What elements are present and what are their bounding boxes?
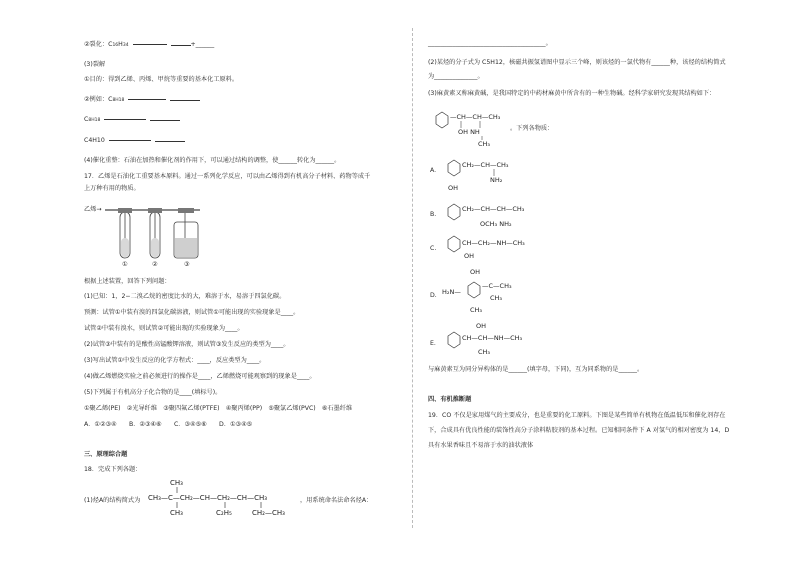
svg-text:CH—CH₂—NH—CH₃: CH—CH₂—NH—CH₃ [462,239,525,247]
svg-text:OH: OH [448,184,459,192]
option-a-label: A. [430,167,437,174]
section-4-heading: 四、有机推断题 [428,396,472,403]
reaction-arrow [133,44,167,45]
tube-label-2: ② [152,261,158,268]
text: H [118,41,123,48]
blank [155,141,185,142]
crack-eq-2 [84,116,180,125]
q17-5-choices: A．①②③④ B．②③④⑥ C．③④⑤⑥ D．①③④⑤ [84,421,253,428]
catalytic-reforming: (4)催化重整：石油在加热和催化剂的作用下，可以通过结构的调整，使______转化为______。 [84,157,341,164]
sub: 34 [122,43,129,48]
text: ②裂化：C [84,41,113,48]
svg-text:OH: OH [470,268,481,276]
q18-1-pre: (1)烃A的结构简式为 [84,497,141,504]
svg-text:NH₂: NH₂ [490,176,503,184]
svg-text:CH₂—CH₃: CH₂—CH₃ [252,509,285,517]
svg-text:OH: OH [464,252,475,260]
q17-intro: 根据上述装置，回答下列问题： [84,278,171,285]
option-d-structure [440,266,550,320]
q17-line2: 上万种有用的物质。 [84,185,140,192]
svg-text:CH₂—CH—CH—CH₃: CH₂—CH—CH—CH₃ [462,205,525,213]
q18-1-post: ，用系统命名法命名烃A： [300,497,373,504]
section-3-heading: 三、原理综合题 [84,451,128,458]
q17-1: (1)已知：1，2−二溴乙烷的密度比水的大，难溶于水，易溶于四氯化碳。 [84,293,286,300]
q17-line1: 17．乙烯是石油化工重要基本原料。通过一系列化学反应，可以由乙烯得到有机高分子材料、药物等成千 [84,173,371,180]
q17-predict: 预测：试管①中装有溴的四氯化碳溶液，则试管①可能出现的实验现象是____。 [84,309,300,316]
svg-text:CH₃: CH₃ [170,509,183,517]
q18-3b: 。下列各物质： [510,125,554,132]
tube-label-1: ① [122,261,128,268]
q18: 18．完成下列各题： [84,466,142,473]
q17-2: (2)试管③中装有的是酸性高锰酸钾溶液，则试管③发生反应的类型为____。 [84,341,290,348]
svg-text:CH₂—CH—CH₃: CH₂—CH—CH₃ [462,161,509,169]
column-divider [412,28,413,528]
svg-text:OH NH: OH NH [458,128,480,136]
svg-text:—CH—CH—CH₃: —CH—CH—CH₃ [450,113,501,121]
sub: 8H18 [88,118,101,123]
text: ②例如：C [84,96,113,103]
reaction-arrow [109,140,151,141]
option-a-structure [440,152,540,194]
q18-3-answer: 与麻黄素互为同分异构体的是______(填字母，下同)，互为同系物的是______。 [428,366,644,373]
svg-text:CH₃: CH₃ [478,348,491,356]
answer-line: ______________________________________。 [428,40,552,47]
q19-line3: 具有水果香味且不易溶于水的油状液体 [428,442,534,449]
text: C4H10 [84,137,105,144]
svg-text:H₂N—: H₂N— [442,288,461,296]
svg-text:CH₃: CH₃ [490,294,503,302]
sub: 16 [112,43,119,48]
svg-text:CH₃: CH₃ [478,140,491,148]
svg-text:OCH₃ NH₂: OCH₃ NH₂ [480,220,512,228]
svg-text:OH: OH [476,322,487,330]
hydrocarbon-structure [148,478,298,524]
crack-eq-3 [84,137,185,145]
blank [170,100,200,101]
option-e-structure [440,320,560,360]
q17-3: (3)写出试管①中发生反应的化学方程式：____，反应类型为____。 [84,357,266,364]
blank [171,45,191,46]
q18-2b: 为______________。 [428,73,484,80]
ephedrine-structure [428,104,518,148]
crack-purpose: ①目的：得到乙烯、丙烯、甲烷等重要的基本化工原料。 [84,76,239,83]
text: +______ [190,41,215,48]
q19-line2: 下，合成具有优良性能的装饰性高分子涂料粘胶剂的基本过程。已知相同条件下 A 对氢气的相对密度为 14，D [428,427,730,434]
crack-eq-line [84,41,214,50]
q18-3: (3)麻黄素又称麻黄碱，是我国特定的中药材麻黄中所含有的一种生物碱。经科学家研究发现其结构如下： [428,90,716,97]
svg-text:CH₃—C—CH₂—CH—CH₂—CH—CH₃: CH₃—C—CH₂—CH—CH₂—CH—CH₃ [148,494,268,502]
option-b-structure [440,198,560,232]
crack-label: (3)裂解 [84,61,106,68]
option-c-label: C. [430,245,437,252]
apparatus-diagram [100,200,220,270]
text: C [84,116,89,123]
option-c-structure [440,234,560,260]
svg-text:CH₃: CH₃ [170,479,183,487]
q17-5-items: ①聚乙烯(PE) ②光导纤维 ③聚四氟乙烯(PTFE) ④聚丙烯(PP) ⑤聚氯乙烯(PVC) ⑥石墨纤维 [84,405,353,412]
q19-line1: 19．CO 不仅是家用煤气的主要成分，也是重要的化工原料。下图是某些简单有机物在低温低压和催化剂存在 [428,412,726,419]
svg-text:—C—CH₃: —C—CH₃ [482,282,512,290]
svg-text:CH₃: CH₃ [470,306,483,314]
blank [150,120,180,121]
reaction-arrow [104,119,146,120]
q17-tube2: 试管②中装有溴水，则试管②可能出现的实验现象为____。 [84,325,244,332]
q17-4: (4)做乙烯燃烧实验之前必须进行的操作是____，乙烯燃烧可能观察到的现象是____。 [84,373,316,380]
q17-5: (5)下列属于有机高分子化合物的是____(填标号)。 [84,389,222,396]
sub: 8H18 [112,98,125,103]
q18-2: (2)某烃的分子式为 C5H12，核磁共振氢谱图中显示三个峰，则该烃的一氯代物有______种，该烃的结构简式 [428,59,726,66]
svg-text:CH—CH—NH—CH₃: CH—CH—NH—CH₃ [462,334,523,342]
reaction-arrow [128,99,166,100]
ethylene-label: 乙烯→ [84,206,102,213]
svg-text:C₂H₅: C₂H₅ [216,509,232,517]
option-b-label: B. [430,211,437,218]
crack-eq-1 [84,96,200,105]
option-d-label: D. [430,292,437,299]
option-e-label: E. [430,340,436,347]
tube-label-3: ③ [184,261,190,268]
